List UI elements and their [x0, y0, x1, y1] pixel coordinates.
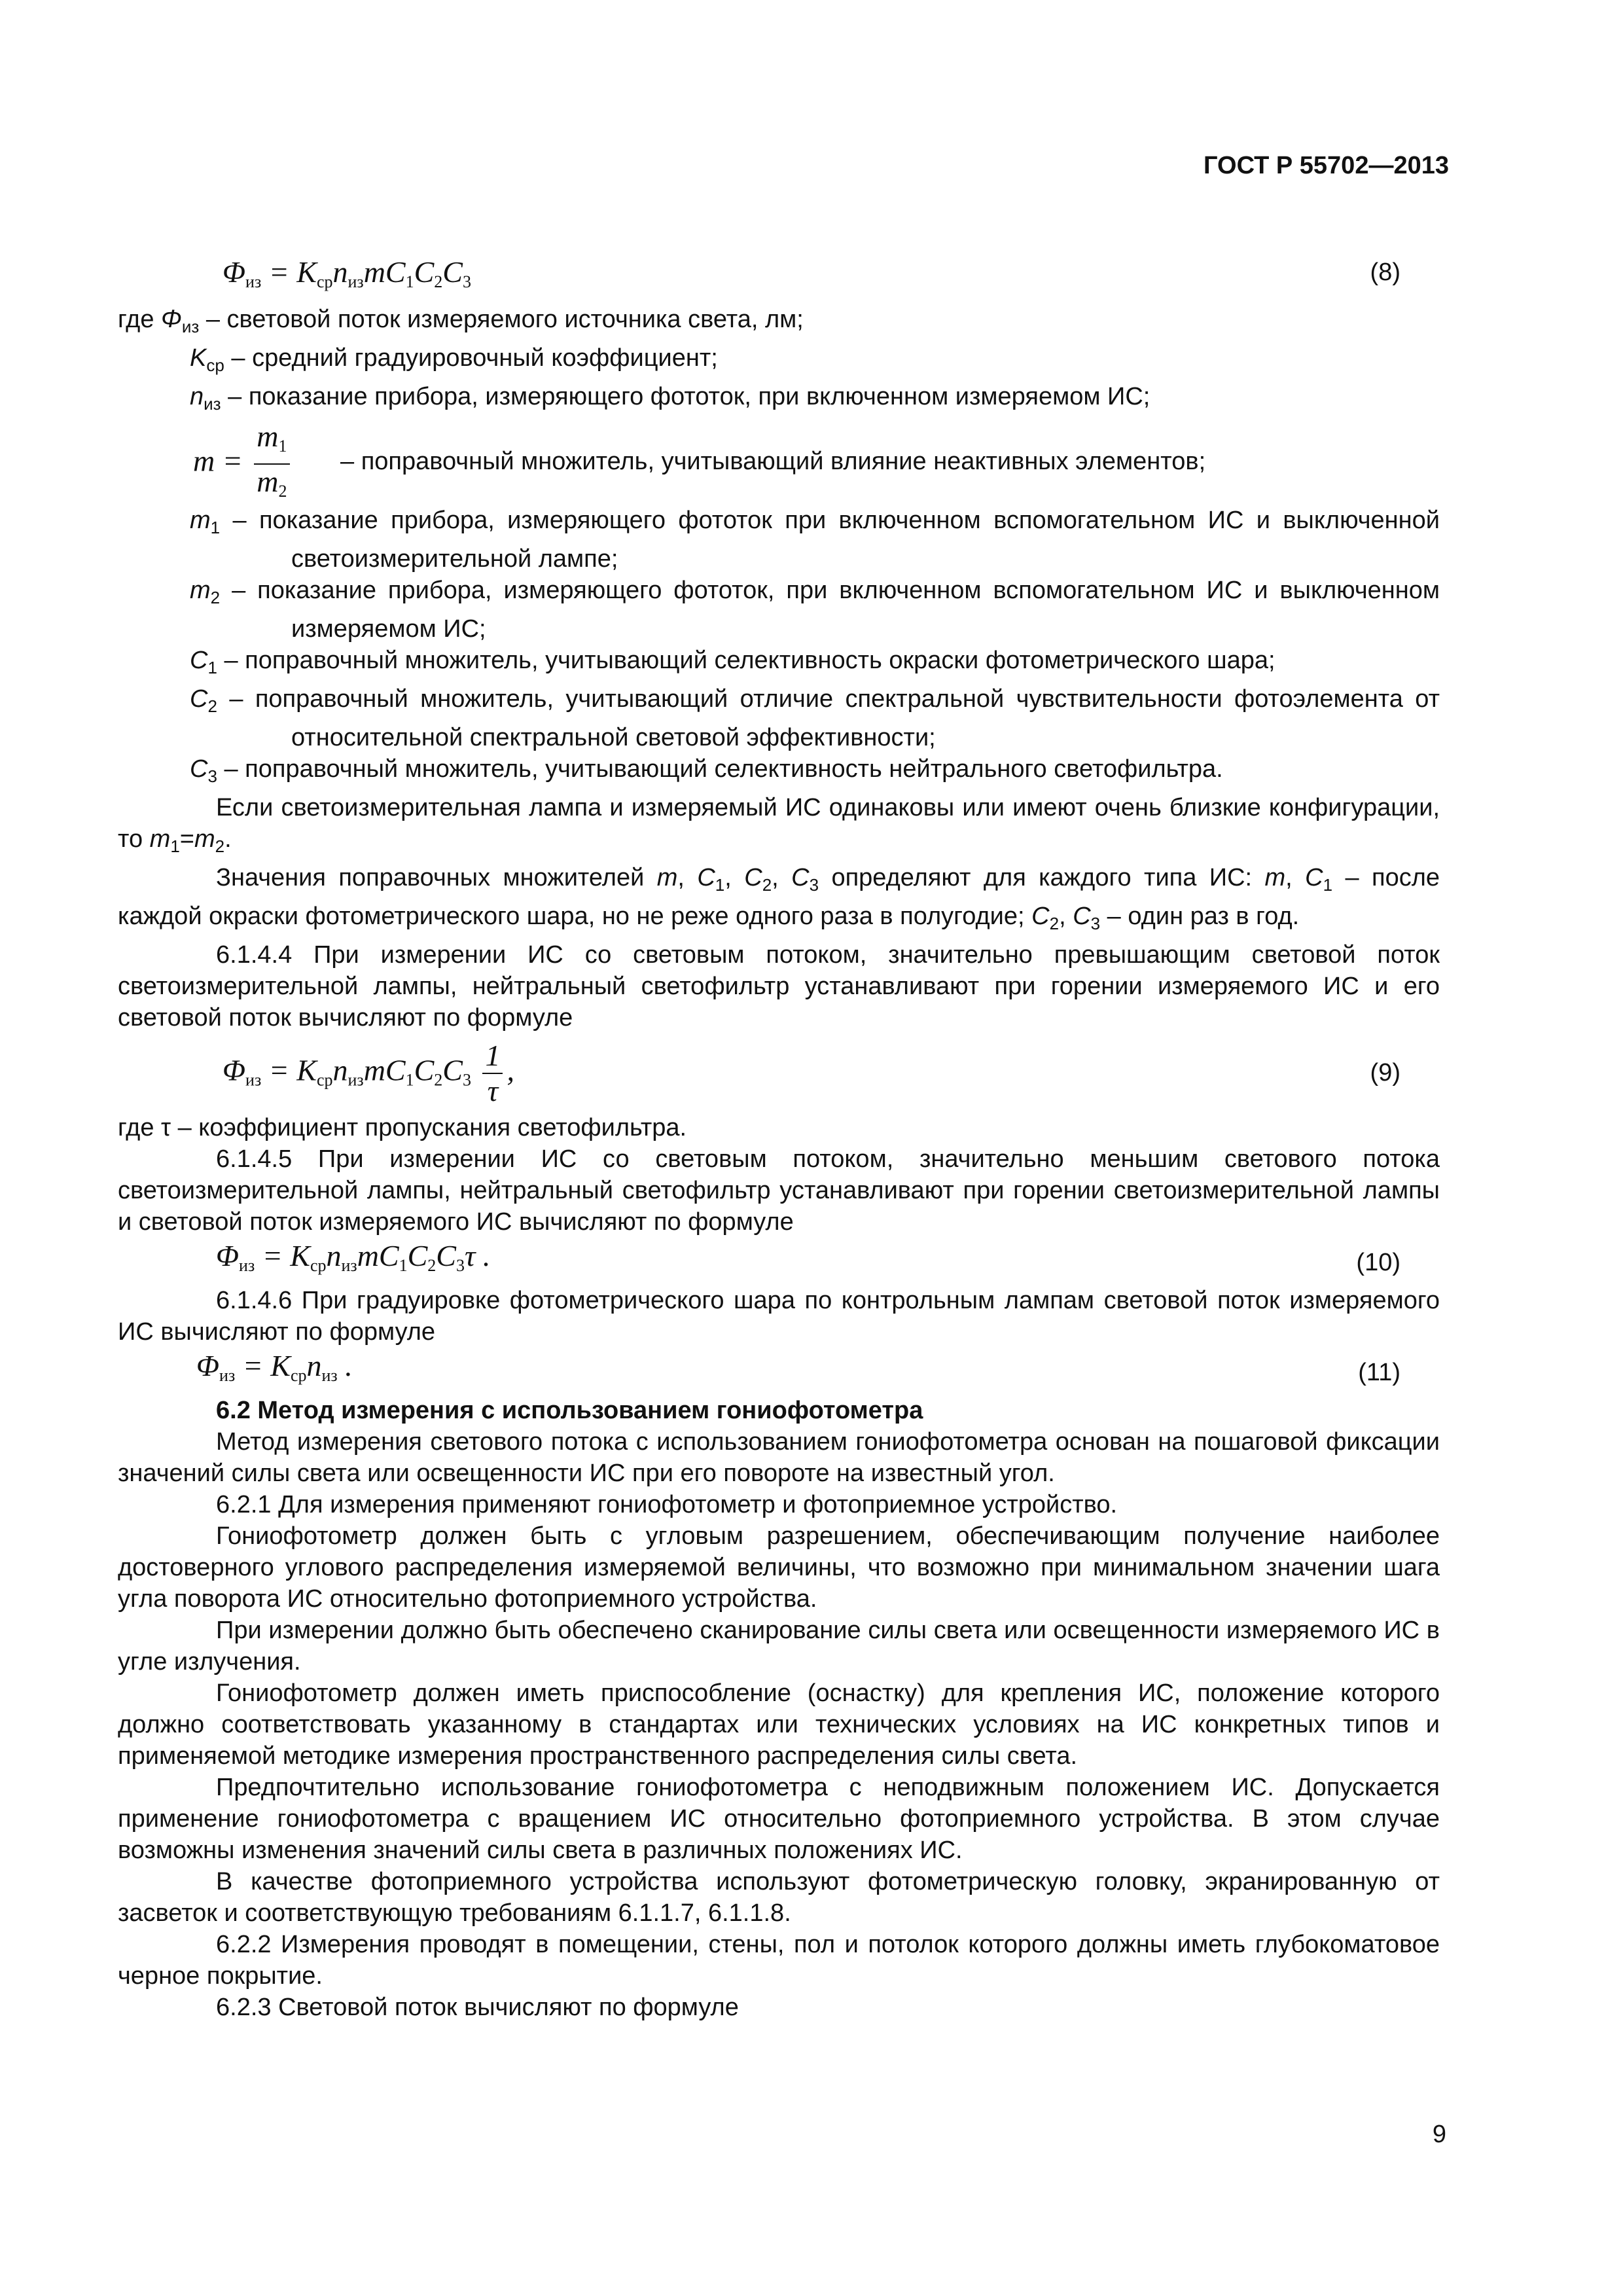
- formula-10: [118, 1238, 1440, 1285]
- section-heading-6-2: 6.2 Метод измерения с использованием гониофотометра: [216, 1397, 923, 1424]
- paragraph-6145: 6.1.4.5 При измерении ИС со световым потоком, значительно меньшим светового потока светоизмерительной лампы, нейтральный светофильтр устанавливают при горении светоизмерительной лампы и световой поток измеряемого ИС вычисляют по формуле: [118, 1145, 1440, 1236]
- def-m2: $m_2$ – показание прибора, измеряющего фототок, при включенном вспомогательном ИС и выключенном измеряемом ИС;: [190, 577, 1440, 643]
- page-number: 9: [1432, 2121, 1446, 2148]
- where-tau: где τ – коэффициент пропускания светофильтра.: [118, 1114, 687, 1141]
- formula-11-number: (11): [1358, 1359, 1400, 1386]
- paragraph-62-intro: Метод измерения светового потока с использованием гониофотометра основан на пошаговой фиксации значений силы света или освещенности ИС при его повороте на известный угол.: [118, 1428, 1440, 1487]
- formula-11-expression: $\Phi_{из} = K_{ср}n_{из}$ .: [196, 1349, 353, 1385]
- m-formula: m = $\frac{m_1}{m_2}$: [193, 420, 294, 509]
- def-n: $n_{из}$ – показание прибора, измеряющего фототок, при включенном измеряемом ИС;: [190, 383, 1150, 414]
- paragraph-preferred: Предпочтительно использование гониофотометра с неподвижным положением ИС. Допускается применение гониофотометра с вращением ИС относительно фотоприемного устройства. В этом случае возможны изменения значений силы света в различных положениях ИС.: [118, 1774, 1440, 1864]
- formula-9-expression: $\Phi_{из} = K_{ср}n_{из}mC_1C_2C_3$ $\frac{1}{\tau}$ ,: [223, 1039, 514, 1107]
- paragraph-6146: 6.1.4.6 При градуировке фотометрического шара по контрольным лампам световой поток измеряемого ИС вычисляют по формуле: [118, 1287, 1440, 1346]
- def-c3: $C_3$ – поправочный множитель, учитывающий селективность нейтрального светофильтра.: [190, 755, 1223, 786]
- paragraph-622: 6.2.2 Измерения проводят в помещении, стены, пол и потолок которого должны иметь глубокоматовое черное покрытие.: [118, 1931, 1440, 1990]
- paragraph-photohead: В качестве фотоприемного устройства используют фотометрическую головку, экранированную от засветок и соответствующую требованиям 6.1.1.7, 6.1.1.8.: [118, 1868, 1440, 1927]
- paragraph-621: 6.2.1 Для измерения применяют гониофотометр и фотоприемное устройство.: [216, 1491, 1118, 1518]
- paragraph-gonio-resolution: Гониофотометр должен быть с угловым разрешением, обеспечивающим получение наиболее достоверного углового распределения измеряемой величины, что возможно при минимальном значении шага угла поворота ИС относительно фотоприемного устройства.: [118, 1522, 1440, 1613]
- where-phi: где $\Phi_{из}$ – световой поток измеряемого источника света, лм;: [118, 306, 804, 336]
- formula-10-expression: $\Phi_{из} = K_{ср}n_{из}mC_1C_2C_3\tau$ .: [216, 1239, 491, 1275]
- definitions-list: [190, 342, 1440, 420]
- formula-11: [118, 1348, 1440, 1395]
- formula-8: [118, 257, 1440, 304]
- definitions-list-2: [190, 505, 1440, 792]
- def-c1: $C_1$ – поправочный множитель, учитывающий селективность окраски фотометрического шара;: [190, 647, 1275, 677]
- m-description: – поправочный множитель, учитывающий влияние неактивных элементов;: [340, 448, 1206, 475]
- m-definition: [118, 420, 1440, 505]
- paragraph-fixture: Гониофотометр должен иметь приспособление (оснастку) для крепления ИС, положение которого должно соответствовать указанному в стандартах или технических условиях на ИС конкретных типов и применяемой методике измерения пространственного распределения силы света.: [118, 1679, 1440, 1770]
- formula-9-number: (9): [1370, 1059, 1400, 1086]
- document-header: ГОСТ Р 55702—2013: [1204, 152, 1449, 179]
- paragraph-6144: 6.1.4.4 При измерении ИС со световым потоком, значительно превышающим световой поток светоизмерительной лампы, нейтральный светофильтр устанавливают при горении измеряемого ИС и его световой поток вычисляют по формуле: [118, 941, 1440, 1031]
- paragraph-same-config: Если светоизмерительная лампа и измеряемый ИС одинаковы или имеют очень близкие конфигурации, то $m_1=m_2$.: [118, 794, 1440, 856]
- formula-10-number: (10): [1356, 1249, 1400, 1276]
- def-k: $K_{ср}$ – средний градуировочный коэффициент;: [190, 344, 718, 375]
- paragraph-values: Значения поправочных множителей m, $C_1$, $C_2$, $C_3$ определяют для каждого типа ИС: m, $C_1$ – после каждой окраски фотометрического шара, но не реже одного раза в полугодие; $C_2$, $C_3$ – один раз в год.: [118, 864, 1440, 933]
- paragraph-623: 6.2.3 Световой поток вычисляют по формуле: [216, 1994, 739, 2021]
- paragraph-scan: При измерении должно быть обеспечено сканирование силы света или освещенности измеряемого ИС в угле излучения.: [118, 1617, 1440, 1676]
- formula-8-number: (8): [1370, 259, 1400, 286]
- def-m1: $m_1$ – показание прибора, измеряющего фототок при включенном вспомогательном ИС и выключенной светоизмерительной лампе;: [190, 507, 1440, 573]
- def-c2: $C_2$ – поправочный множитель, учитывающий отличие спектральной чувствительности фотоэлемента от относительной спектральной световой эффективности;: [190, 685, 1440, 751]
- formula-9: [118, 1033, 1440, 1112]
- formula-8-expression: $\Phi_{из} = K_{ср}n_{из}mC_1C_2C_3$: [223, 255, 471, 291]
- page-content: [118, 257, 1440, 2023]
